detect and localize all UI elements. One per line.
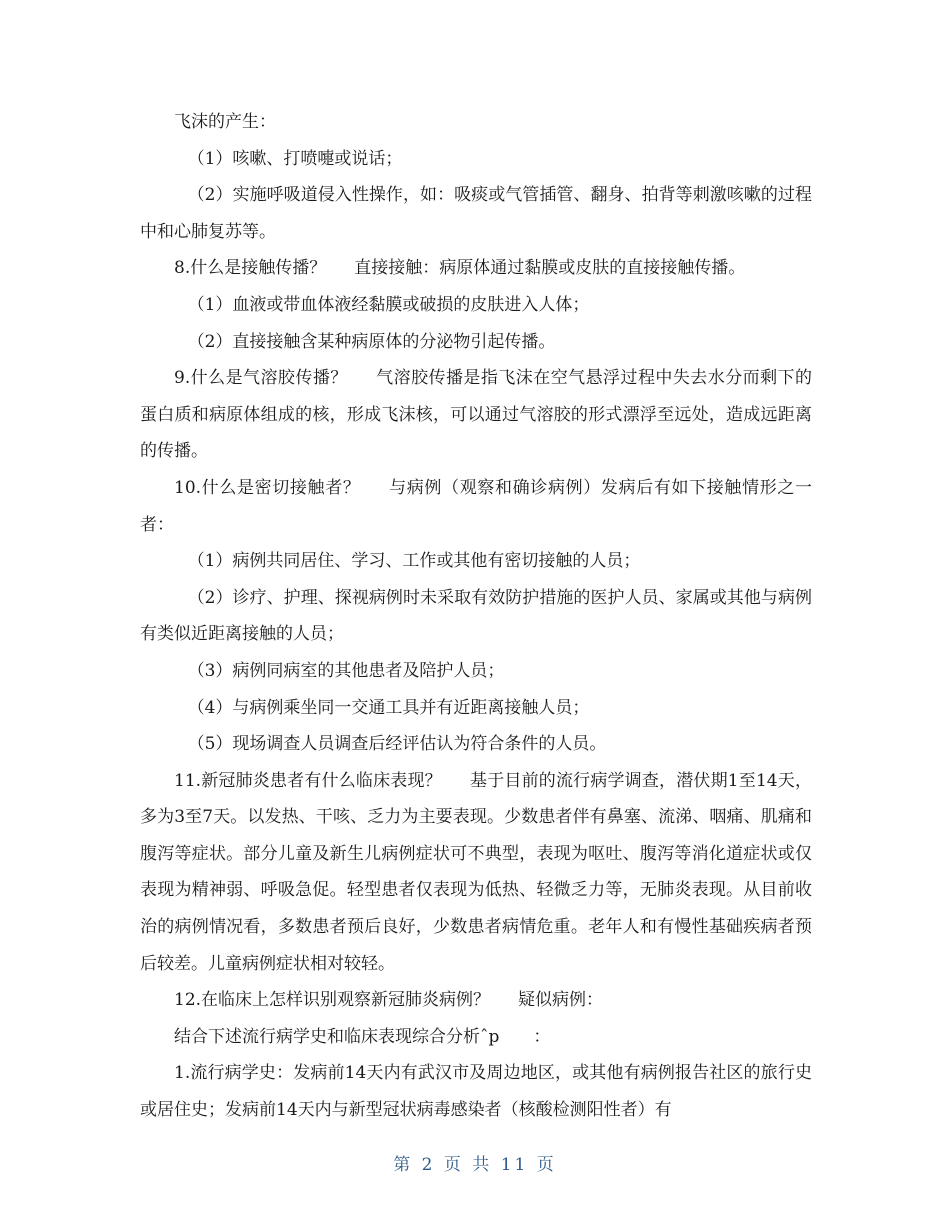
list-item: （4）与病例乘坐同一交通工具并有近距离接触人员； — [187, 697, 590, 718]
list-item: （1）咳嗽、打喷嚏或说话； — [187, 148, 403, 169]
question-text: 12.在临床上怎样识别观察新冠肺炎病例？ — [174, 990, 491, 1011]
answer-text: 与病例（观察和确诊病例）发病后有如下接触情形之一者： — [140, 477, 812, 535]
list-item: （2）实施呼吸道侵入性操作，如：吸痰或气管插管、翻身、拍背等刺激咳嗽的过程中和心肺复苏等。 — [140, 185, 812, 242]
qa-paragraph — [140, 470, 812, 543]
question-text: 10.什么是密切接触者？ — [174, 477, 361, 498]
list-item: （5）现场调查人员调查后经评估认为符合条件的人员。 — [187, 734, 607, 755]
paragraph: 1.流行病学史：发病前14天内有武汉市及周边地区，或其他有病例报告社区的旅行史或居住史；发病前14天内与新型冠状病毒感染者（核酸检测阳性者）有 — [140, 1063, 812, 1121]
question-text: 11.新冠肺炎患者有什么临床表现？ — [174, 770, 442, 791]
answer-text: 基于目前的流行病学调查，潜伏期1至14天，多为3至7天。以发热、干咳、乏力为主要表现。少数患者伴有鼻塞、流涕、咽痛、肌痛和腹泻等症状。部分儿童及新生儿病例症状可不典型，表现为呕吐、腹泻等消化道症状或仅表现为精神弱、呼吸急促。轻型患者仅表现为低热、轻微乏力等，无肺炎表现。从目前收治的病例情况看，多数患者预后良好，少数患者病情危重。老年人和有慢性基础疾病者预后较差。儿童病例症状相对较轻。 — [140, 770, 812, 974]
answer-text: 气溶胶传播是指飞沫在空气悬浮过程中失去水分而剩下的蛋白质和病原体组成的核，形成飞沫核，可以通过气溶胶的形式漂浮至远处，造成远距离的传播。 — [140, 368, 812, 462]
answer-text: 直接接触：病原体通过黏膜或皮肤的直接接触传播。 — [354, 258, 746, 279]
qa-paragraph — [140, 360, 812, 470]
question-text: 9.什么是气溶胶传播？ — [174, 368, 348, 389]
list-item: （3）病例同病室的其他患者及陪护人员； — [187, 660, 505, 681]
qa-paragraph — [140, 763, 812, 983]
list-item: （2）直接接触含某种病原体的分泌物引起传播。 — [187, 331, 556, 352]
paragraph: 飞沫的产生： — [174, 112, 276, 132]
list-item: （1）病例共同居住、学习、工作或其他有密切接触的人员； — [187, 551, 641, 572]
answer-text: 疑似病例： — [518, 990, 604, 1011]
document-body — [140, 104, 812, 1129]
qa-paragraph — [140, 250, 812, 287]
list-item: （1）血液或带血体液经黏膜或破损的皮肤进入人体； — [187, 294, 590, 315]
list-item: （2）诊疗、护理、探视病例时未采取有效防护措施的医护人员、家属或其他与病例有类似近距离接触的人员； — [140, 587, 812, 645]
page-footer: 第 2 页 共 11 页 — [393, 1155, 557, 1175]
qa-paragraph — [140, 982, 812, 1019]
question-text: 8.什么是接触传播？ — [174, 258, 327, 279]
paragraph: 结合下述流行病学史和临床表现综合分析ˆp ： — [174, 1026, 551, 1047]
